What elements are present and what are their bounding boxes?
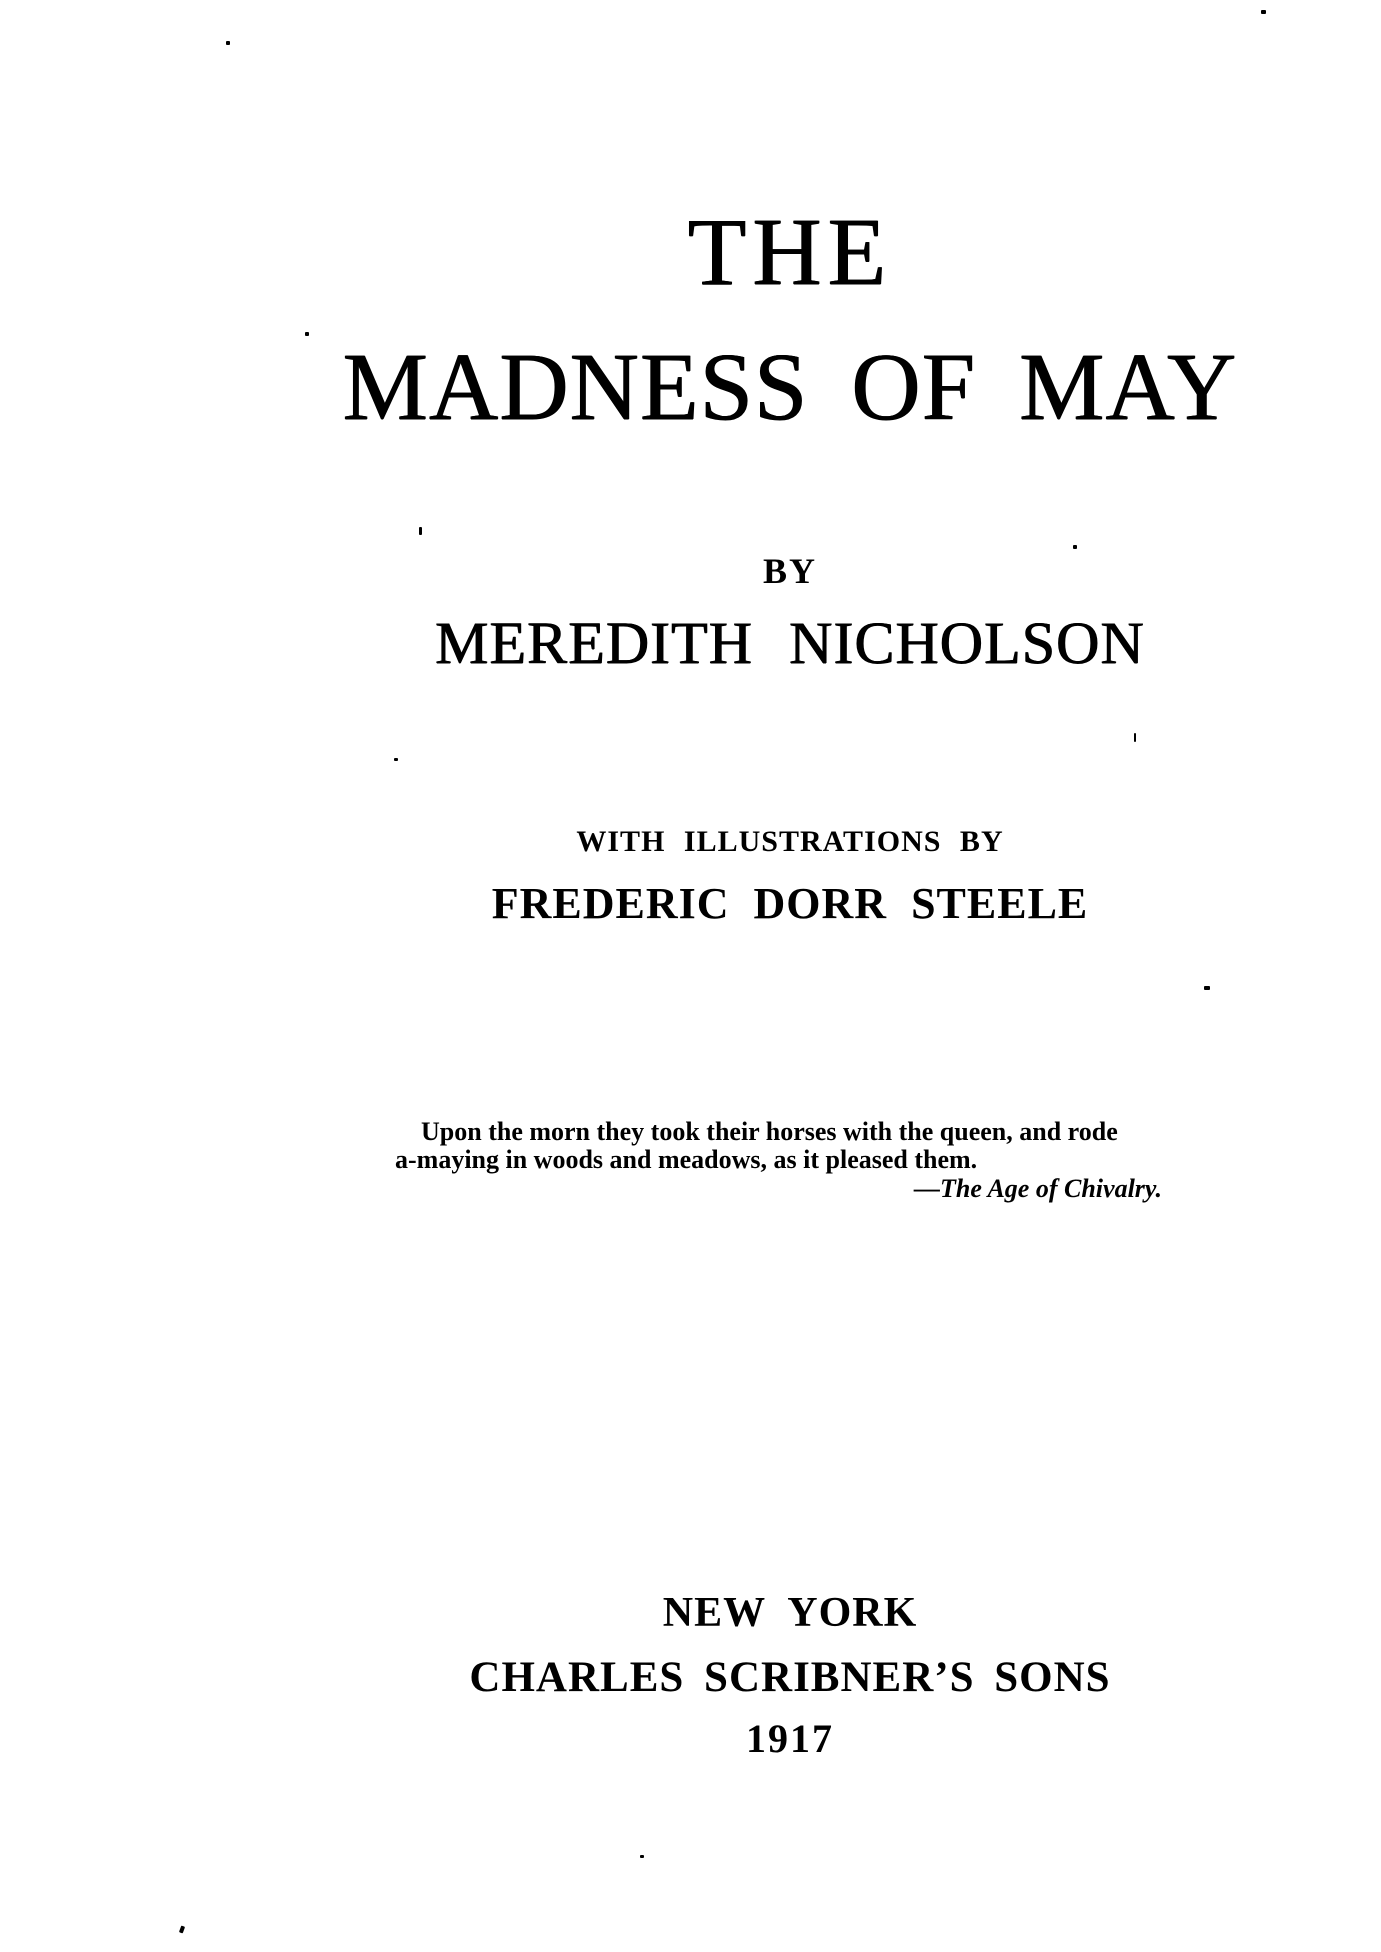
epigraph-attribution: —The Age of Chivalry. (914, 1174, 1162, 1203)
epigraph (395, 1118, 1190, 1203)
byline-label: BY (762, 551, 818, 591)
scan-speck (419, 527, 422, 535)
illustrations-credit-label: WITH ILLUSTRATIONS BY (576, 825, 1004, 858)
imprint-publisher: CHARLES SCRIBNER’S SONS (469, 1654, 1111, 1701)
scan-speck (1134, 733, 1136, 742)
scan-speck (226, 41, 230, 45)
scan-speck (1204, 986, 1210, 990)
book-title-line-2: MADNESS OF MAY (342, 333, 1238, 440)
scan-speck (640, 1855, 644, 1858)
scan-speck (394, 758, 398, 761)
epigraph-line-2: a-maying in woods and meadows, as it pleased them. (395, 1145, 978, 1174)
epigraph-line-1: Upon the morn they took their horses with the queen, and rode (421, 1117, 1118, 1146)
scan-speck (305, 332, 309, 336)
scan-speck (179, 1926, 185, 1934)
scan-speck (1261, 10, 1266, 14)
author-name: MEREDITH NICHOLSON (435, 610, 1145, 676)
scan-speck (1073, 545, 1077, 549)
book-title-line-1: THE (687, 198, 893, 305)
imprint-city: NEW YORK (662, 1590, 918, 1636)
imprint-year: 1917 (746, 1716, 834, 1761)
illustrator-name: FREDERIC DORR STEELE (491, 879, 1089, 928)
